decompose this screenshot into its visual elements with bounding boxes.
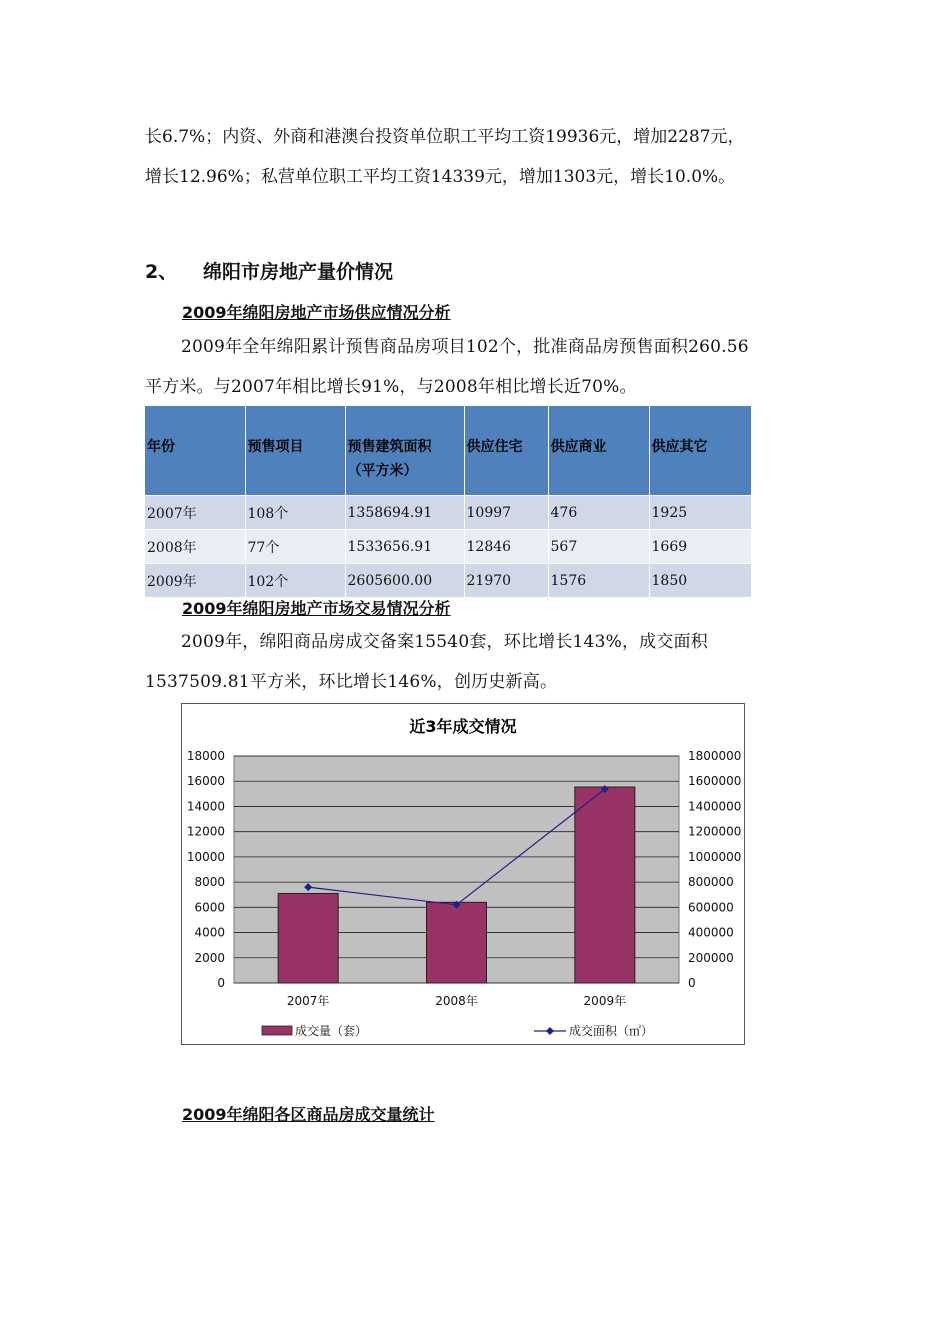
- transaction-paragraph: [145, 622, 810, 702]
- y-left-tick-label: 6000: [194, 900, 225, 915]
- table-cell: 77个: [245, 530, 345, 564]
- table-cell: 567: [548, 530, 649, 564]
- bar: [427, 902, 487, 983]
- legend-swatch-bar: [262, 1026, 292, 1035]
- x-tick-label: 2008年: [435, 994, 478, 1008]
- text-line: 2009年全年绵阳累计预售商品房项目102个，批准商品房预售面积260.56: [181, 337, 749, 357]
- table-cell: 2008年: [145, 530, 245, 564]
- chart-title: 近3年成交情况: [409, 717, 517, 736]
- section-heading: [145, 257, 393, 284]
- supply-table: [145, 406, 751, 597]
- table-row: [145, 496, 751, 530]
- plot-area: [187, 749, 742, 1008]
- y-right-tick-label: 1200000: [688, 824, 742, 839]
- bar: [278, 893, 338, 983]
- y-left-tick-label: 0: [217, 976, 225, 990]
- y-left-tick-label: 16000: [186, 774, 225, 789]
- table-cell: 10997: [464, 496, 548, 530]
- table-cell: 21970: [464, 564, 548, 598]
- column-header: 预售项目: [245, 406, 345, 496]
- legend-label: 成交量（套）: [295, 1024, 368, 1038]
- table-cell: 108个: [245, 496, 345, 530]
- text-line: 平方米。与2007年相比增长91%，与2008年相比增长近70%。: [145, 377, 637, 397]
- table-cell: 476: [548, 496, 649, 530]
- table-cell: 1850: [649, 564, 751, 598]
- y-right-tick-label: 0: [688, 976, 696, 990]
- y-right-tick-label: 400000: [688, 925, 734, 940]
- table-cell: 102个: [245, 564, 345, 598]
- y-right-tick-label: 200000: [688, 950, 734, 965]
- section-title: 绵阳市房地产量价情况: [203, 261, 394, 283]
- table-cell: 2009年: [145, 564, 245, 598]
- y-right-tick-label: 800000: [688, 875, 734, 890]
- legend-label: 成交面积（㎡）: [569, 1024, 654, 1038]
- supply-heading: 2009年绵阳房地产市场供应情况分析: [182, 303, 451, 322]
- chart-legend: [262, 1023, 653, 1038]
- y-right-tick-label: 600000: [688, 900, 734, 915]
- text-line: 长6.7%；内资、外商和港澳台投资单位职工平均工资19936元，增加2287元，: [145, 127, 745, 147]
- y-left-tick-label: 10000: [186, 849, 225, 864]
- y-right-tick-label: 1000000: [688, 849, 742, 864]
- column-header: 供应住宅: [464, 406, 548, 496]
- chart-canvas: [182, 704, 744, 1044]
- district-heading: 2009年绵阳各区商品房成交量统计: [182, 1105, 435, 1124]
- table-cell: 1669: [649, 530, 751, 564]
- table-cell: 1358694.91: [345, 496, 464, 530]
- column-header: 预售建筑面积（平方米）: [345, 406, 464, 496]
- text-line: 1537509.81平方米，环比增长146%，创历史新高。: [145, 672, 558, 692]
- table-cell: 12846: [464, 530, 548, 564]
- x-tick-label: 2009年: [583, 994, 627, 1008]
- transaction-heading: 2009年绵阳房地产市场交易情况分析: [182, 599, 451, 618]
- table-row: [145, 564, 751, 598]
- column-header: 供应商业: [548, 406, 649, 496]
- intro-paragraph: [145, 117, 810, 197]
- y-left-tick-label: 8000: [194, 875, 225, 890]
- bar: [575, 787, 635, 983]
- section-number: 2、: [145, 261, 178, 283]
- supply-paragraph: [145, 327, 810, 407]
- y-left-tick-label: 2000: [194, 950, 225, 965]
- text-line: 增长12.96%；私营单位职工平均工资14339元，增加1303元，增长10.0%。: [145, 167, 736, 187]
- column-header: 年份: [145, 406, 245, 496]
- text-line: 2009年，绵阳商品房成交备案15540套，环比增长143%，成交面积: [181, 632, 708, 652]
- y-right-tick-label: 1800000: [688, 749, 742, 763]
- column-header: 供应其它: [649, 406, 751, 496]
- table-row: [145, 530, 751, 564]
- table-cell: 1925: [649, 496, 751, 530]
- y-left-tick-label: 18000: [186, 749, 225, 763]
- x-tick-label: 2007年: [286, 994, 330, 1008]
- table-cell: 1533656.91: [345, 530, 464, 564]
- legend-swatch-marker: [546, 1027, 554, 1035]
- y-right-tick-label: 1400000: [688, 799, 742, 814]
- y-left-tick-label: 14000: [186, 799, 225, 814]
- y-left-tick-label: 12000: [186, 824, 225, 839]
- transaction-chart: [181, 703, 745, 1045]
- table-header-row: [145, 406, 751, 496]
- table-cell: 1576: [548, 564, 649, 598]
- y-right-tick-label: 1600000: [688, 774, 742, 789]
- table-cell: 2605600.00: [345, 564, 464, 598]
- table-cell: 2007年: [145, 496, 245, 530]
- y-left-tick-label: 4000: [194, 925, 225, 940]
